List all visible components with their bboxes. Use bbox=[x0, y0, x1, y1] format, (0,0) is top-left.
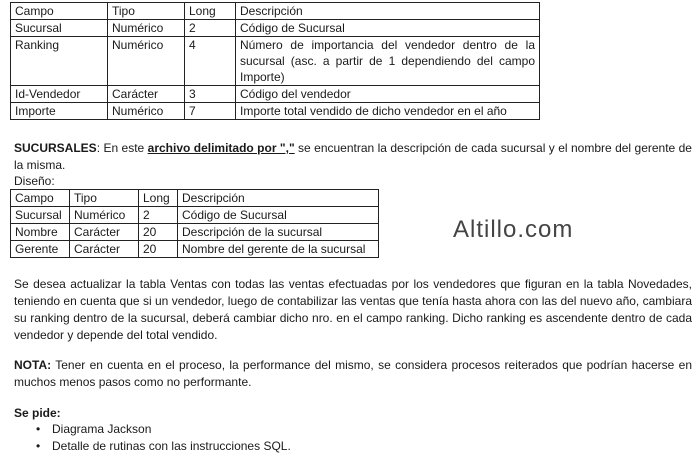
cell-tipo: Carácter bbox=[108, 86, 185, 103]
cell-campo: Nombre bbox=[11, 224, 70, 241]
cell-long: 4 bbox=[185, 37, 236, 86]
description-paragraph: Se desea actualizar la tabla Ventas con todas las ventas efectuadas por los vendedores que figuran en la tabla Novedades, teniendo en cuenta que si un vendedor, luego de contabilizar las ventas que tenía hasta ahora con las del nuevo año, cambiara su ranking dentro de la sucursal, deberá cambiar dicho nro. en el campo ranking. Dicho ranking es ascendente dentro de cada vendedor y depende del total vendido. bbox=[14, 277, 692, 342]
cell-descripcion: Código de Sucursal bbox=[178, 207, 379, 224]
sucursales-emphasis: archivo delimitado por "," bbox=[147, 141, 295, 155]
cell-campo: Id-Vendedor bbox=[11, 86, 108, 103]
cell-descripcion: Nombre del gerente de la sucursal bbox=[178, 241, 379, 258]
cell-long: 20 bbox=[139, 241, 178, 258]
cell-long: 2 bbox=[139, 207, 178, 224]
cell-campo: Sucursal bbox=[11, 20, 108, 37]
se-pide-heading: Se pide: bbox=[14, 406, 61, 420]
cell-tipo: Numérico bbox=[108, 20, 185, 37]
table-row bbox=[11, 241, 379, 258]
cell-tipo: Carácter bbox=[70, 241, 139, 258]
cell-campo: Sucursal bbox=[11, 207, 70, 224]
diseno-label: Diseño: bbox=[14, 174, 55, 188]
cell-descripcion: Descripción de la sucursal bbox=[178, 224, 379, 241]
header-descripcion: Descripción bbox=[236, 3, 540, 20]
watermark: Altillo.com bbox=[453, 216, 574, 243]
requirements-list bbox=[20, 421, 291, 455]
sucursales-text-before: : En este bbox=[96, 141, 148, 155]
cell-long: 7 bbox=[185, 103, 236, 120]
header-long: Long bbox=[139, 190, 178, 207]
table-row bbox=[11, 86, 540, 103]
table-row bbox=[11, 103, 540, 120]
cell-descripcion: Código del vendedor bbox=[236, 86, 540, 103]
fields-table-ventas bbox=[10, 2, 540, 120]
table-row bbox=[11, 224, 379, 241]
cell-campo: Gerente bbox=[11, 241, 70, 258]
sucursales-label: SUCURSALES bbox=[14, 141, 97, 155]
cell-tipo: Numérico bbox=[70, 207, 139, 224]
list-item: • Detalle de rutinas con las instrucciones SQL. bbox=[38, 438, 291, 455]
list-item: • Diagrama Jackson bbox=[38, 421, 291, 438]
nota-label: NOTA: bbox=[14, 358, 52, 372]
cell-campo: Importe bbox=[11, 103, 108, 120]
table-row bbox=[11, 20, 540, 37]
header-tipo: Tipo bbox=[70, 190, 139, 207]
header-tipo: Tipo bbox=[108, 3, 185, 20]
nota-paragraph bbox=[14, 357, 692, 391]
table-row bbox=[11, 207, 379, 224]
header-campo: Campo bbox=[11, 3, 108, 20]
cell-long: 20 bbox=[139, 224, 178, 241]
table-row bbox=[11, 37, 540, 86]
cell-tipo: Carácter bbox=[70, 224, 139, 241]
header-descripcion: Descripción bbox=[178, 190, 379, 207]
cell-tipo: Numérico bbox=[108, 103, 185, 120]
header-campo: Campo bbox=[11, 190, 70, 207]
cell-tipo: Numérico bbox=[108, 37, 185, 86]
nota-text: Tener en cuenta en el proceso, la performance del mismo, se considera procesos reiterados que podrían hacerse en muchos menos pasos como no performante. bbox=[14, 358, 692, 389]
cell-long: 3 bbox=[185, 86, 236, 103]
cell-campo: Ranking bbox=[11, 37, 108, 86]
table-header-row bbox=[11, 190, 379, 207]
header-long: Long bbox=[185, 3, 236, 20]
sucursales-paragraph bbox=[14, 140, 692, 174]
cell-descripcion: Número de importancia del vendedor dentro de la sucursal (asc. a partir de 1 dependiendo del campo Importe) bbox=[236, 37, 540, 86]
cell-descripcion: Código de Sucursal bbox=[236, 20, 540, 37]
cell-long: 2 bbox=[185, 20, 236, 37]
cell-descripcion: Importe total vendido de dicho vendedor en el año bbox=[236, 103, 540, 120]
fields-table-sucursales bbox=[10, 189, 379, 258]
table-header-row bbox=[11, 3, 540, 20]
sucursales-text-after: se encuentran la descripción de cada sucursal y el nombre del gerente de la misma. bbox=[14, 141, 692, 172]
